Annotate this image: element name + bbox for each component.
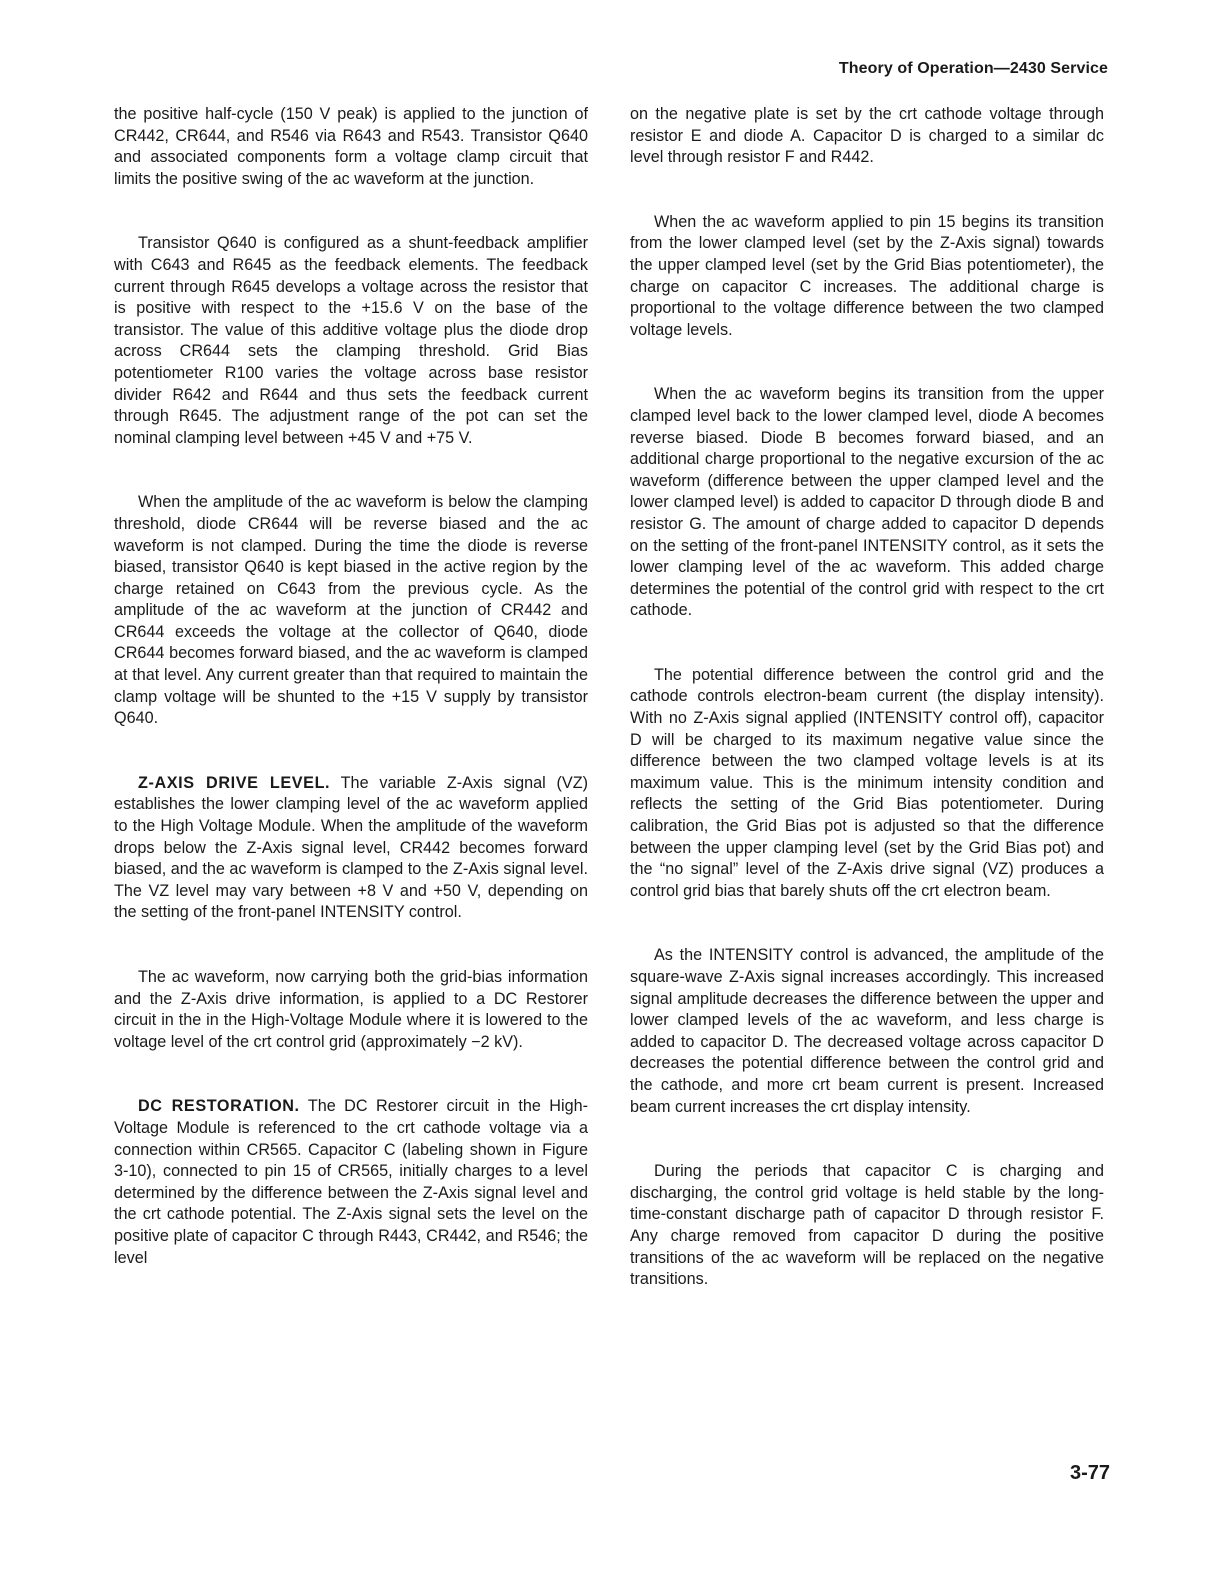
paragraph (630, 212, 1104, 342)
paragraph-text: The variable Z-Axis signal (VZ) establishes the lower clamping level of the ac waveform applied to the High Voltage Module. When the amplitude of the waveform drops below the Z-Axis signal level, CR442 becomes forward biased, and the ac waveform is clamped to the Z-Axis signal level. The VZ level may vary between +8 V and +50 V, depending on the setting of the front-panel INTENSITY control. (114, 773, 588, 922)
paragraph (114, 773, 588, 924)
paragraph-text: Transistor Q640 is configured as a shunt-feedback amplifier with C643 and R645 as the feedback elements. The feedback current through R645 develops a voltage across the resistor that is positive with respect to the +15.6 V on the base of the transistor. The value of this additive voltage plus the diode drop across CR644 sets the clamping threshold. Grid Bias potentiometer R100 varies the voltage across base resistor divider R642 and R644 and thus sets the feedback current through R645. The adjustment range of the pot can set the nominal clamping level between +45 V and +75 V. (114, 234, 588, 447)
paragraph-text: The ac waveform, now carrying both the grid-bias information and the Z-Axis drive information, is applied to a DC Restorer circuit in the in the High-Voltage Module where it is lowered to the voltage level of the crt control grid (approximately −2 kV). (114, 968, 588, 1051)
paragraph-text: The DC Restorer circuit in the High-Voltage Module is referenced to the crt cathode voltage via a connection within CR565. Capacitor C (labeling shown in Figure 3-10), connected to pin 15 of CR565, initially charges to a level determined by the difference between the Z-Axis signal level and the crt cathode potential. The Z-Axis signal sets the level on the positive plate of capacitor C through R443, CR442, and R546; the level (114, 1097, 588, 1267)
paragraph-text: the positive half-cycle (150 V peak) is applied to the junction of CR442, CR644, and R546 via R643 and R543. Transistor Q640 and associated components form a voltage clamp circuit that limits the positive swing of the ac waveform at the junction. (114, 105, 588, 188)
paragraph-text: As the INTENSITY control is advanced, the amplitude of the square-wave Z-Axis signal increases accordingly. This increased signal amplitude decreases the difference between the upper and lower clamped levels of the ac waveform, and less charge is added to capacitor D. The decreased voltage across capacitor D decreases the potential difference between the control grid and the cathode, and more crt beam current is present. Increased beam current increases the crt display intensity. (630, 946, 1104, 1116)
page-number: 3-77 (1069, 1462, 1110, 1484)
left-column (114, 104, 588, 1312)
paragraph (630, 1161, 1104, 1291)
running-header: Theory of Operation—2430 Service (838, 60, 1108, 77)
paragraph (630, 104, 1104, 169)
paragraph (114, 492, 588, 730)
paragraph-text: During the periods that capacitor C is charging and discharging, the control grid voltage is held stable by the long-time-constant discharge path of capacitor D through resistor F. Any charge removed from capacitor D during the positive transitions of the ac waveform will be replaced on the negative transitions. (630, 1162, 1104, 1289)
paragraph-text: When the amplitude of the ac waveform is below the clamping threshold, diode CR644 will be reverse biased and the ac waveform is not clamped. During the time the diode is reverse biased, transistor Q640 is kept biased in the active region by the charge retained on C643 from the previous cycle. As the amplitude of the ac waveform at the junction of CR442 and CR644 exceeds the voltage at the collector of Q640, diode CR644 becomes forward biased, and the ac waveform is clamped at that level. Any current greater than that required to maintain the clamp voltage will be shunted to the +15 V supply by transistor Q640. (114, 493, 588, 728)
paragraph-text: When the ac waveform begins its transition from the upper clamped level back to the lower clamped level, diode A becomes reverse biased. Diode B becomes forward biased, and an additional charge proportional to the negative excursion of the ac waveform (difference between the upper clamped level and the lower clamped level) is added to capacitor D through diode B and resistor G. The amount of charge added to capacitor D depends on the setting of the front-panel INTENSITY control, as it sets the lower clamping level of the ac waveform. This added charge determines the potential of the control grid with respect to the crt cathode. (630, 385, 1104, 620)
paragraph (630, 665, 1104, 903)
paragraph (114, 967, 588, 1053)
paragraph-text: on the negative plate is set by the crt cathode voltage through resistor E and diode A. Capacitor D is charged to a similar dc level through resistor F and R442. (630, 105, 1104, 167)
section-heading: Z-AXIS DRIVE LEVEL. (138, 773, 331, 792)
paragraph (630, 945, 1104, 1118)
paragraph (630, 384, 1104, 622)
paragraph (114, 104, 588, 190)
paragraph-text: When the ac waveform applied to pin 15 begins its transition from the lower clamped level (set by the Z-Axis signal) towards the upper clamped level (set by the Grid Bias potentiometer), the charge on capacitor C increases. The additional charge is proportional to the voltage difference between the two clamped voltage levels. (630, 212, 1104, 339)
paragraph-text: The potential difference between the control grid and the cathode controls electron-beam current (the display intensity). With no Z-Axis signal applied (INTENSITY control off), capacitor D will be charged to its maximum negative value since the difference between the two clamped voltage levels is at its maximum value. This is the minimum intensity condition and reflects the setting of the Grid Bias potentiometer. During calibration, the Grid Bias pot is adjusted so that the difference between the upper clamping level (set by the Grid Bias pot) and the “no signal” level of the Z-Axis drive signal (VZ) produces a control grid bias that barely shuts off the crt electron beam. (630, 665, 1104, 900)
paragraph (114, 233, 588, 449)
section-heading: DC RESTORATION. (138, 1097, 300, 1116)
right-column (630, 104, 1104, 1334)
paragraph (114, 1096, 588, 1269)
